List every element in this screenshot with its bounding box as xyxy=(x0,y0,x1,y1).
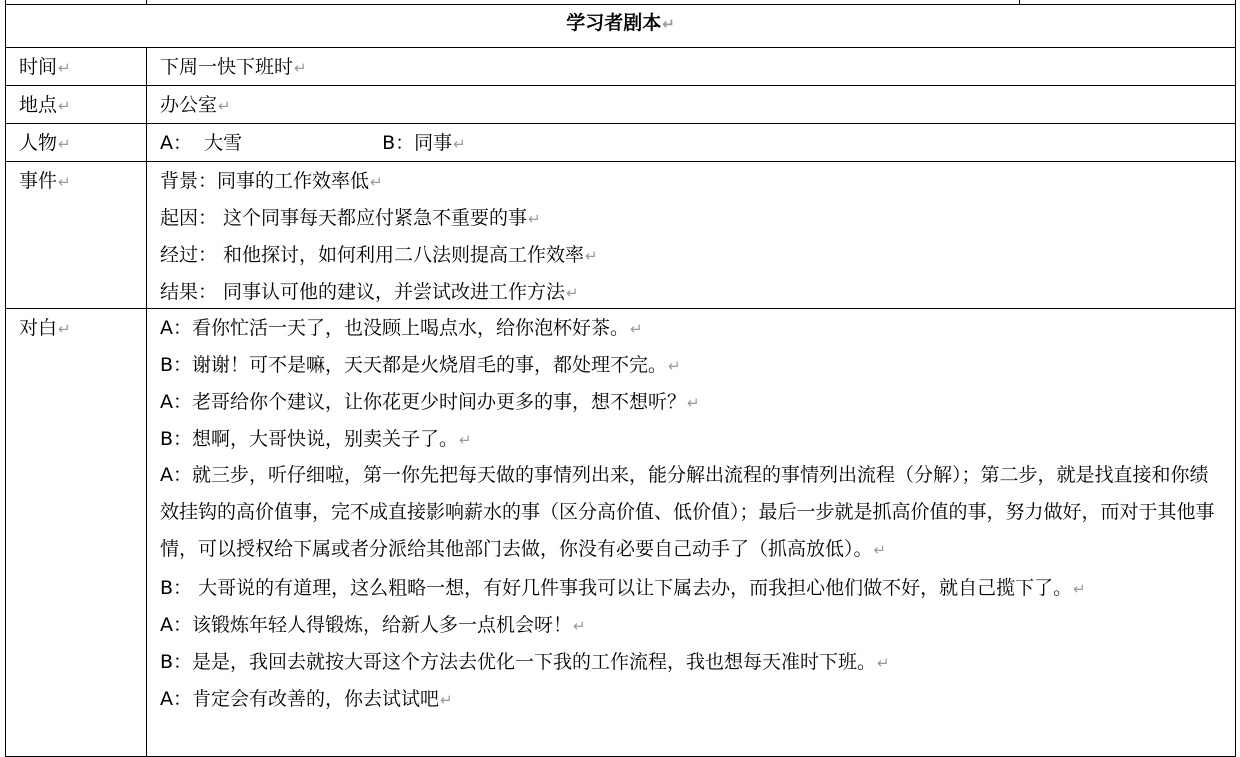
event-cause: 起因： 这个同事每天都应付紧急不重要的事 xyxy=(160,207,528,229)
dialogue-line xyxy=(160,353,1235,390)
paragraph-mark-icon: ↵ xyxy=(1073,580,1086,598)
paragraph-mark-icon: ↵ xyxy=(877,654,890,672)
dialogue-line xyxy=(160,457,1216,569)
table-row-dialogue xyxy=(6,309,1236,757)
paragraph-mark-icon: ↵ xyxy=(873,541,887,559)
paragraph-mark-icon: ↵ xyxy=(218,97,231,115)
dialogue-line xyxy=(160,316,1235,353)
event-result: 结果： 同事认可他的建议，并尝试改进工作方法 xyxy=(160,281,566,303)
paragraph-mark-icon: ↵ xyxy=(687,394,700,412)
dialogue-text: B： 大哥说的有道理，这么粗略一想，有好几件事我可以让下属去办，而我担心他们做不好，就自己揽下了。 xyxy=(160,577,1073,599)
top-cell-border xyxy=(1019,0,1020,4)
table-row-event xyxy=(6,162,1236,309)
value-place: 办公室 xyxy=(160,94,218,116)
value-people-a: A： 大雪 xyxy=(160,132,243,154)
value-cell xyxy=(147,86,1236,124)
event-line xyxy=(160,243,1235,280)
paragraph-mark-icon: ↵ xyxy=(440,691,453,709)
paragraph-mark-icon: ↵ xyxy=(585,247,598,265)
paragraph-mark-icon: ↵ xyxy=(453,135,466,153)
label-cell xyxy=(6,48,147,86)
script-table xyxy=(5,0,1236,757)
paragraph-mark-icon: ↵ xyxy=(58,59,71,77)
value-time: 下周一快下班时 xyxy=(160,56,294,78)
paragraph-mark-icon: ↵ xyxy=(58,173,71,191)
dialogue-text: B：想啊，大哥快说，别卖关子了。 xyxy=(160,428,459,450)
dialogue-text: B：谢谢！可不是嘛，天天都是火烧眉毛的事，都处理不完。 xyxy=(160,354,668,376)
label-place: 地点 xyxy=(19,94,58,116)
script-document xyxy=(5,0,1235,745)
dialogue-text: A：看你忙活一天了，也没顾上喝点水，给你泡杯好茶。 xyxy=(160,317,629,339)
dialogue-text: A：就三步，听仔细啦，第一你先把每天做的事情列出来，能分解出流程的事情列出流程（分解）；第二步，就是找直接和你绩效挂钩的高价值事，完不成直接影响薪水的事（区分高价值、低价值）；最后一步就是抓高价值的事，努力做好，而对于其他事情，可以授权给下属或者分派给其他部门去做，你没有必要自己动手了（抓高放低）。 xyxy=(160,464,1215,560)
paragraph-mark-icon: ↵ xyxy=(662,15,675,33)
event-background: 背景：同事的工作效率低 xyxy=(160,170,370,192)
value-cell xyxy=(147,124,1236,162)
dialogue-line xyxy=(160,576,1235,613)
dialogue-text: A：肯定会有改善的，你去试试吧 xyxy=(160,688,439,710)
top-cell-border xyxy=(146,0,147,4)
table-title-cell xyxy=(6,5,1236,48)
table-row-people xyxy=(6,124,1236,162)
dialogue-line xyxy=(160,390,1235,427)
paragraph-mark-icon: ↵ xyxy=(459,431,472,449)
value-cell xyxy=(147,162,1236,309)
table-title: 学习者剧本 xyxy=(566,12,662,34)
label-dialogue: 对白 xyxy=(19,317,58,339)
paragraph-mark-icon: ↵ xyxy=(573,617,586,635)
dialogue-line xyxy=(160,650,1235,687)
paragraph-mark-icon: ↵ xyxy=(58,97,71,115)
label-time: 时间 xyxy=(19,56,58,78)
dialogue-line xyxy=(160,613,1235,650)
label-event: 事件 xyxy=(19,170,58,192)
event-line xyxy=(160,206,1235,243)
label-cell xyxy=(6,162,147,309)
value-cell xyxy=(147,48,1236,86)
dialogue-text: A：老哥给你个建议，让你花更少时间办更多的事，想不想听？ xyxy=(160,391,686,413)
dialogue-line xyxy=(160,687,1235,711)
label-people: 人物 xyxy=(19,132,58,154)
paragraph-mark-icon: ↵ xyxy=(58,320,71,338)
label-cell xyxy=(6,124,147,162)
table-row-time xyxy=(6,48,1236,86)
event-process: 经过： 和他探讨，如何利用二八法则提高工作效率 xyxy=(160,244,585,266)
paragraph-mark-icon: ↵ xyxy=(294,59,307,77)
dialogue-text: A：该锻炼年轻人得锻炼，给新人多一点机会呀！ xyxy=(160,614,572,636)
paragraph-mark-icon: ↵ xyxy=(58,135,71,153)
table-row-place xyxy=(6,86,1236,124)
paragraph-mark-icon: ↵ xyxy=(370,173,383,191)
value-people-b: B：同事 xyxy=(382,132,453,154)
label-cell xyxy=(6,86,147,124)
value-cell xyxy=(147,309,1236,757)
label-cell xyxy=(6,309,147,757)
event-line xyxy=(160,169,1235,206)
paragraph-mark-icon: ↵ xyxy=(668,357,681,375)
paragraph-mark-icon: ↵ xyxy=(630,320,643,338)
paragraph-mark-icon: ↵ xyxy=(528,210,541,228)
event-line xyxy=(160,280,1235,304)
paragraph-mark-icon: ↵ xyxy=(566,284,579,302)
dialogue-text: B：是是，我回去就按大哥这个方法去优化一下我的工作流程，我也想每天准时下班。 xyxy=(160,651,877,673)
